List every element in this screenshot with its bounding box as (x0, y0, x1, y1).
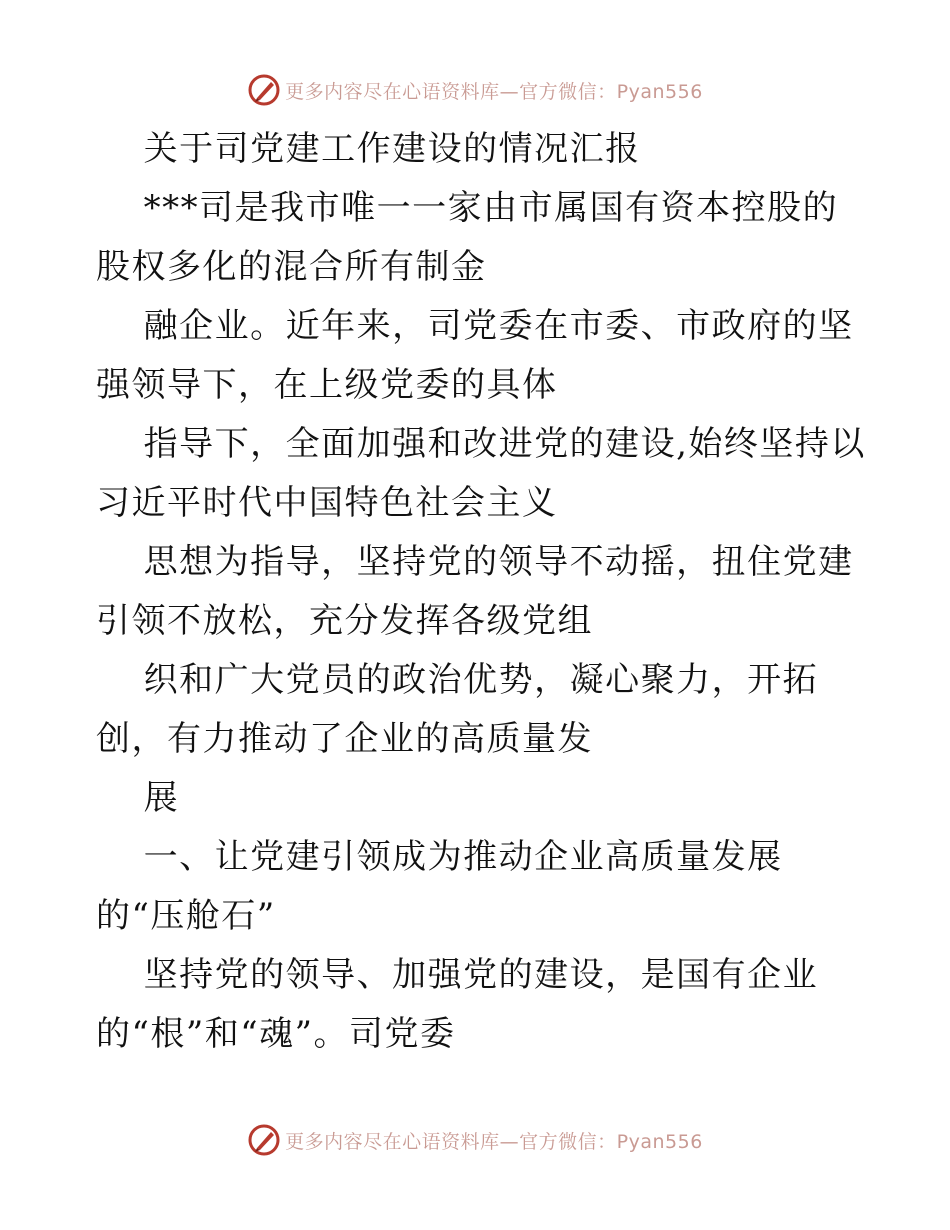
document-body (96, 120, 866, 1064)
paragraph-2: 融企业。近年来，司党委在市委、市政府的坚强领导下，在上级党委的具体 (96, 306, 854, 405)
section-heading-1: 一、让党建引领成为推动企业高质量发展的“压舱石” (96, 837, 783, 936)
paragraph-4: 思想为指导，坚持党的领导不动摇，扭住党建引领不放松，充分发挥各级党组 (96, 542, 854, 641)
header-banner (0, 70, 950, 110)
paragraph-5: 织和广大党员的政治优势，凝心聚力，开拓创，有力推动了企业的高质量发 (96, 660, 819, 759)
paragraph-6: 展 (143, 778, 180, 818)
pen-logo-icon (247, 1123, 281, 1157)
footer-banner-text: 更多内容尽在心语资料库—官方微信：Pyan556 (285, 1130, 703, 1153)
document-title: 关于司党建工作建设的情况汇报 (143, 129, 641, 169)
header-banner-text: 更多内容尽在心语资料库—官方微信：Pyan556 (285, 80, 703, 103)
footer-banner (0, 1120, 950, 1160)
paragraph-8: 坚持党的领导、加强党的建设，是国有企业的“根”和“魂”。司党委 (96, 955, 819, 1054)
pen-logo-icon (247, 73, 281, 107)
paragraph-3: 指导下，全面加强和改进党的建设,始终坚持以习近平时代中国特色社会主义 (96, 424, 866, 523)
paragraph-1: ***司是我市唯一一家由市属国有资本控股的股权多化的混合所有制金 (96, 188, 839, 287)
